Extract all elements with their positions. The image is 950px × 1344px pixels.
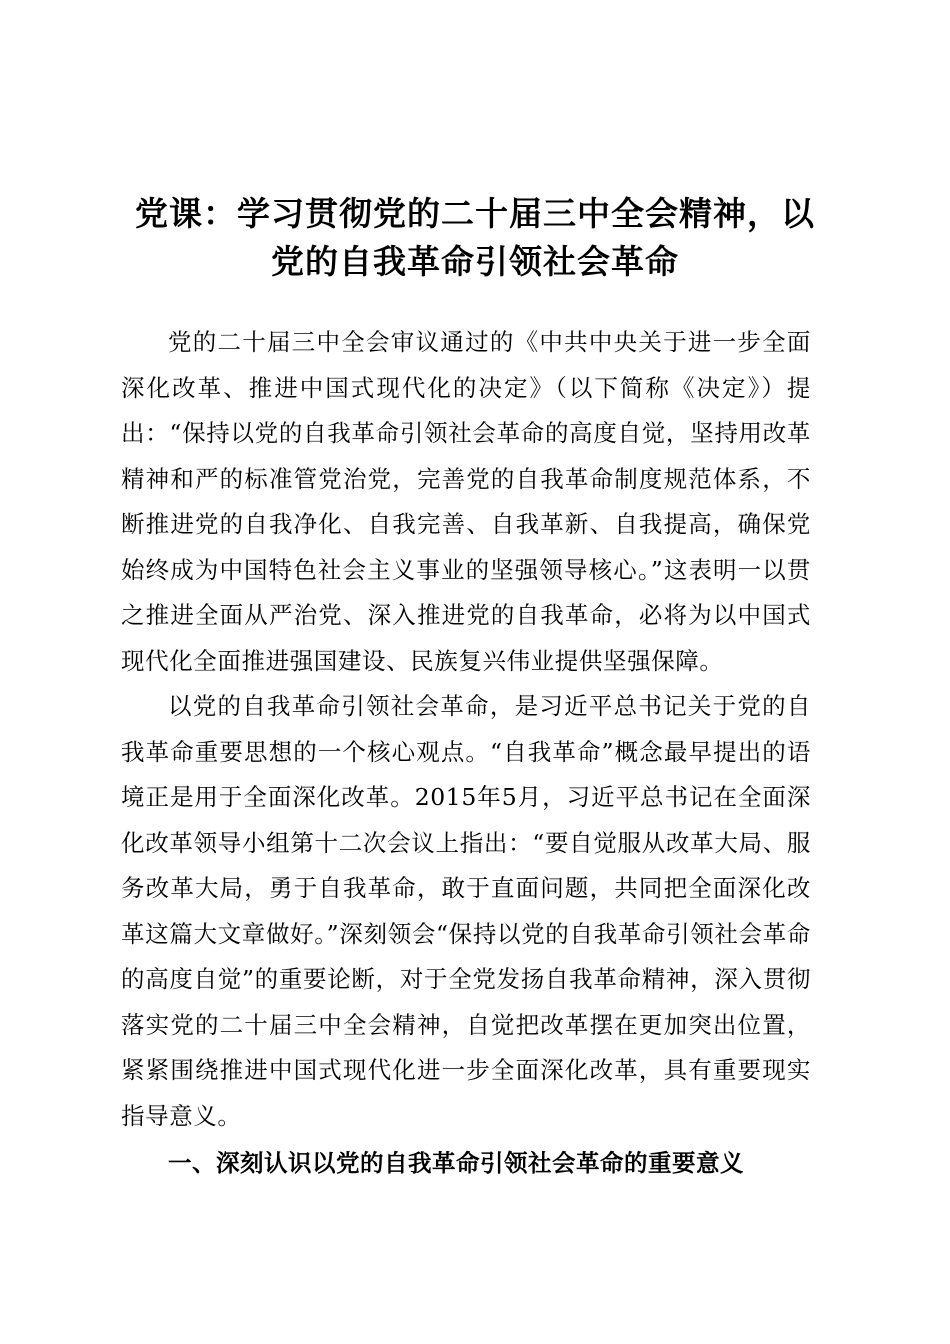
title-line-2: 党的自我革命引领社会革命 <box>271 242 679 281</box>
section-heading: 一、深刻认识以党的自我革命引领社会革命的重要意义 <box>168 1149 744 1177</box>
document-title <box>100 190 850 286</box>
paragraph-core-viewpoint: 以党的自我革命引领社会革命，是习近平总书记关于党的自我革命重要思想的一个核心观点。“自我革命”概念最早提出的语境正是用于全面深化改革。2015年5月，习近平总书记在全面深化改革领导小组第十二次会议上指出：“要自觉服从改革大局、服务改革大局，勇于自我革命，敢于直面问题，共同把全面深化改革这篇大文章做好。”深刻领会“保持以党的自我革命引领社会革命的高度自觉”的重要论断，对于全党发扬自我革命精神，深入贯彻落实党的二十届三中全会精神，自觉把改革摆在更加突出位置，紧紧围绕推进中国式现代化进一步全面深化改革，具有重要现实指导意义。 <box>121 692 811 1130</box>
document-body <box>121 320 811 1187</box>
paragraph-intro: 党的二十届三中全会审议通过的《中共中央关于进一步全面深化改革、推进中国式现代化的决定》（以下简称《决定》）提出：“保持以党的自我革命引领社会革命的高度自觉，坚持用改革精神和严的标准管党治党，完善党的自我革命制度规范体系，不断推进党的自我净化、自我完善、自我革新、自我提高，确保党始终成为中国特色社会主义事业的坚强领导核心。”这表明一以贯之推进全面从严治党、深入推进党的自我革命，必将为以中国式现代化全面推进强国建设、民族复兴伟业提供坚强保障。 <box>121 328 811 675</box>
title-line-1: 党课：学习贯彻党的二十届三中全会精神，以 <box>135 194 815 233</box>
